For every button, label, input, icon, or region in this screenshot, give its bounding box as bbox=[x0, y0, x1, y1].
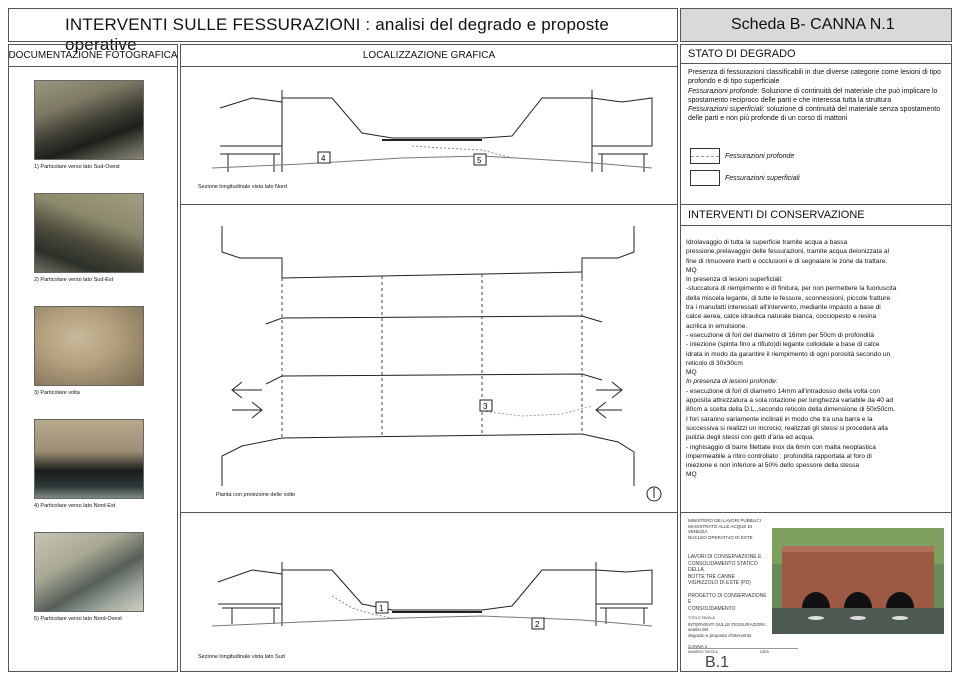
cartouche-tavola-line: INTERVENTI SULLE FESSURAZIONI: analisi del bbox=[688, 621, 766, 632]
marker-label: 3 bbox=[483, 402, 488, 411]
interventi-line: - iniezione (spinta fino a rifiuto)di legante colloidale a base di calce bbox=[686, 341, 880, 349]
cartouche-lavori-line: CONSOLIDAMENTO STATICO DELLA bbox=[688, 560, 758, 573]
cartouche-ente-line: MAGISTRATO ALLE ACQUE DI VENEZIA bbox=[688, 523, 753, 534]
divider bbox=[680, 225, 952, 226]
divider bbox=[688, 648, 798, 649]
interventi-line: Idrolavaggio di tutta la superficie tramite acqua a bassa bbox=[686, 239, 848, 246]
cartouche-data-label: DATA bbox=[760, 650, 769, 654]
culvert-photo bbox=[772, 528, 944, 634]
cartouche-progetto bbox=[688, 593, 768, 613]
interventi-line: pressione,prelavaggio delle fessurazioni, tramite acqua deionizzata al bbox=[686, 248, 890, 256]
interventi-line: pulizia degli stessi con getti d'aria ed acqua. bbox=[686, 434, 815, 442]
photos-heading: DOCUMENTAZIONE FOTOGRAFICA bbox=[8, 50, 178, 61]
cartouche-ente bbox=[688, 518, 768, 540]
stato-text bbox=[688, 68, 950, 124]
stato-term: Fessurazioni profonde bbox=[688, 87, 758, 95]
stato-term: Fessurazioni superficiali bbox=[688, 106, 763, 114]
interventi-line: - esecuzione di fori di diametro 14mm all'intradosso della volta con bbox=[686, 387, 881, 395]
cartouche-lavori-line: LAVORI DI CONSERVAZIONE E bbox=[688, 554, 762, 560]
photo-caption: 3) Particolare volta bbox=[34, 390, 80, 396]
stato-heading: STATO DI DEGRADO bbox=[688, 48, 796, 60]
marker-label: 4 bbox=[321, 154, 326, 163]
marker-label: 5 bbox=[477, 156, 482, 165]
divider bbox=[680, 63, 952, 64]
interventi-line: calce aerea, calce idraulica naturale bianca, cocciopesto e resina bbox=[686, 313, 877, 321]
interventi-line: MQ bbox=[686, 471, 697, 479]
interventi-line: -stuccatura di riempimento e di finitura, per non permettere la fuoriuscita bbox=[686, 285, 897, 293]
interventi-line: reticolo di 30x30cm bbox=[686, 359, 743, 367]
photo-caption: 1) Particolare verso lato Sud-Ovest bbox=[34, 164, 120, 170]
photo-vault-ceiling bbox=[34, 306, 144, 386]
interventi-line: - esecuzione di fori del diametro di 16mm per 50cm di profondità bbox=[686, 331, 875, 339]
photo-item bbox=[34, 419, 164, 509]
section-south-caption: Sezione longitudinale vista lato Sud bbox=[198, 654, 285, 660]
photo-vault-northwest bbox=[34, 532, 144, 612]
interventi-line: acrilica in emulsione. bbox=[686, 322, 748, 330]
cartouche-numero: B.1 bbox=[705, 654, 730, 671]
stato-paragraph bbox=[688, 105, 950, 124]
photo-caption: 5) Particolare verso lato Nord-Ovest bbox=[34, 616, 122, 622]
marker-label: 1 bbox=[379, 604, 384, 613]
interventi-line: MQ bbox=[686, 266, 697, 274]
cartouche-tavola-line: degrado e proposte d'intervento bbox=[688, 632, 752, 638]
photo-list bbox=[34, 80, 164, 622]
interventi-line: apposita attrezzatura a sola rotazione per lunghezza variabile da 40 ad bbox=[686, 397, 894, 405]
divider bbox=[8, 66, 178, 67]
legend-deep-swatch bbox=[690, 148, 720, 164]
interventi-line: successiva si realizzi un incrocio; realizzati gli stessi si procederà alla bbox=[686, 424, 888, 432]
photo-item bbox=[34, 306, 164, 396]
photo-item bbox=[34, 193, 164, 283]
stato-definition: : soluzione di continuità del materiale senza spostamento delle parti e non più profonde di un corso di mattoni bbox=[688, 106, 941, 123]
divider bbox=[180, 512, 678, 513]
photo-caption: 2) Particolare verso lato Sud-Est bbox=[34, 277, 114, 283]
interventi-line: impermeabile a ritiro controllato ; profondità rapportata al foro di bbox=[686, 452, 872, 460]
cartouche bbox=[688, 518, 768, 650]
cartouche-lavori-line: BOTTE TRE CANNE bbox=[688, 573, 735, 580]
photo-vault-southeast bbox=[34, 193, 144, 273]
cartouche-lavori bbox=[688, 554, 768, 587]
cartouche-progetto-line: CONSOLIDAMENTO bbox=[688, 605, 736, 612]
plan-caption: Pianta con proiezione delle volte bbox=[216, 492, 296, 498]
section-north-drawing bbox=[182, 68, 676, 202]
interventi-line: MQ bbox=[686, 369, 697, 377]
interventi-line: della miscela legante, di tutte le fessure, sconnessioni, piccole fratture bbox=[686, 294, 891, 302]
divider bbox=[680, 512, 952, 513]
cartouche-ente-line: NUCLEO OPERATIVO DI ESTE bbox=[688, 534, 753, 540]
photo-item bbox=[34, 80, 164, 170]
interventi-line: iniezione e non inferiore al 50% dello spessore della stessa bbox=[686, 462, 860, 470]
interventi-line: - inghisaggio di barre filettate inox da 6mm con malta neoplastica bbox=[686, 443, 876, 451]
interventi-line: In presenza di lesioni superficiali: bbox=[686, 276, 783, 284]
interventi-heading: INTERVENTI DI CONSERVAZIONE bbox=[688, 209, 865, 221]
page-title: INTERVENTI SULLE FESSURAZIONI : analisi del degrado e proposte operative bbox=[8, 8, 678, 42]
stato-paragraph bbox=[688, 87, 950, 106]
stato-paragraph: Presenza di fessurazioni classificabili in due diverse categorie come lesioni di tipo profondo e di tipo superficiale bbox=[688, 69, 941, 86]
legend-deep-label: Fessurazioni profonde bbox=[725, 153, 795, 160]
cartouche-ente-line: MINISTERO DEI LAVORI PUBBLICI bbox=[688, 518, 761, 523]
section-north-caption: Sezione longitudinale vista lato Nord bbox=[198, 184, 287, 190]
interventi-line: 80cm a scelta della D.L.,secondo reticolo della dimensione di 50x50cm. bbox=[686, 406, 895, 414]
photo-caption: 4) Particolare verso lato Nord-Est bbox=[34, 503, 116, 509]
interventi-line: fine di rimuovere inerti e occlusioni e di segnalare le zone da trattare. bbox=[686, 257, 888, 265]
stato-definition: : Soluzione di continuità del materiale che può implicare lo spostamento reciproco delle parti e che interessa tutta la struttura bbox=[688, 87, 938, 104]
cartouche-progetto-line: PROGETTO DI CONSERVAZIONE E bbox=[688, 592, 767, 605]
cartouche-numero-label: NUMERO TAVOLA bbox=[688, 650, 718, 654]
photo-item bbox=[34, 532, 164, 622]
graphic-heading: LOCALIZZAZIONE GRAFICA bbox=[362, 50, 496, 61]
cartouche-canna: CANNA 1 bbox=[688, 644, 708, 649]
plan-drawing bbox=[182, 206, 676, 510]
north-arrow bbox=[645, 484, 661, 500]
legend-surface-swatch bbox=[690, 170, 720, 186]
divider bbox=[680, 204, 952, 205]
section-south-drawing bbox=[182, 514, 676, 654]
divider bbox=[180, 66, 678, 67]
interventi-line: In presenza di lesioni profonde: bbox=[686, 378, 778, 386]
cartouche-lavori-line: VIGHIZZOLO DI ESTE (PD) bbox=[688, 580, 751, 586]
legend-surface-label: Fessurazioni superficiali bbox=[725, 175, 800, 182]
photo-vault-northeast bbox=[34, 419, 144, 499]
photo-vault-southwest bbox=[34, 80, 144, 160]
cartouche-tavola bbox=[688, 622, 768, 639]
interventi-line: tra i manufatti interessati all'intervento, mediante impasto a base di bbox=[686, 304, 881, 312]
interventi-line: I fori saranno variamente inclinati in modo che tra una barra e la bbox=[686, 415, 873, 423]
divider bbox=[180, 204, 678, 205]
interventi-line: idrata in modo da garantire il riempimento di ogni porosità secondo un bbox=[686, 350, 891, 358]
interventi-text bbox=[686, 238, 950, 480]
scheda-title: Scheda B- CANNA N.1 bbox=[680, 8, 952, 42]
cartouche-tavola-label: TITOLO TAVOLA bbox=[688, 616, 715, 620]
marker-label: 2 bbox=[535, 620, 540, 629]
